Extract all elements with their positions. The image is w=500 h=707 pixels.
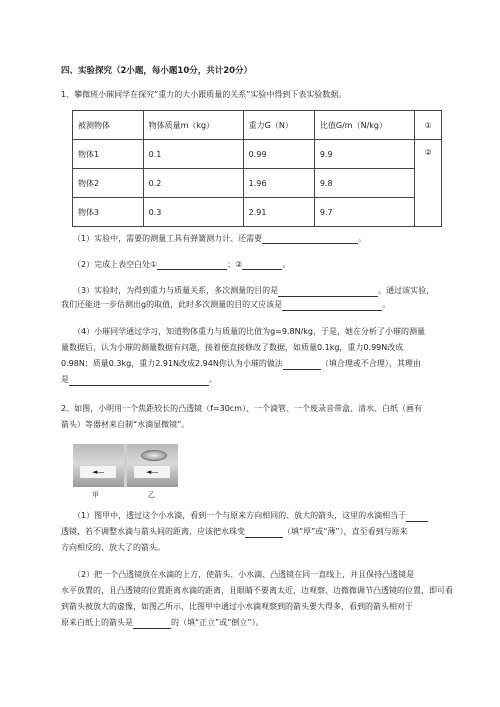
sub-question-4-line-3 <box>61 357 421 370</box>
answer-blank <box>283 360 321 370</box>
table-cell: 2.91 <box>243 198 314 227</box>
answer-blank <box>242 260 282 270</box>
table-header-cell: 比值G/m（N/kg） <box>314 111 414 140</box>
answer-blank <box>245 528 283 538</box>
answer-blank <box>278 287 378 297</box>
q2-sub-2-line-4 <box>61 616 264 629</box>
photo-label-yi: 乙 <box>148 491 155 499</box>
sub-question-4-line-4: 是 。 <box>61 375 217 384</box>
water-drop-icon <box>141 450 167 461</box>
question-2-line-1: 2、如图，小明用一个焦距较长的凸透镜（f=30cm）、一个滴管、一个废录音带盒、清水、白纸（画有 <box>61 404 422 413</box>
table-cell: 1.96 <box>243 169 314 198</box>
table-cell: 物体2 <box>73 169 144 198</box>
table-cell: 0.2 <box>143 169 243 198</box>
sub-question-text: （1）实验中，需要的测量工具有弹簧测力计、还需要 <box>73 234 263 243</box>
sub-question-text: （1）图甲中，透过这个小水滴，看到一个与原来方向相同的、放大的箭头，这里的水滴相当于 <box>73 511 407 520</box>
sub-question-text: （填合理或不合理），其理由 <box>320 359 421 368</box>
sub-question-3-line-2: 我们还能进一步估测出g的取值，此时多次测量的目的又应该是 。 <box>61 300 391 309</box>
sub-question-text: 。通过该实验， <box>378 286 435 295</box>
table-cell: 9.7 <box>314 198 414 227</box>
question-1-intro: 1、攀微班小璀同学在探究“重力的大小跟质量的关系”实验中得到下表实验数据。 <box>61 90 347 99</box>
table-merged-cell: ② <box>415 140 442 227</box>
answer-blank <box>69 376 209 386</box>
table-row <box>73 198 442 227</box>
paper-card <box>80 466 116 478</box>
answer-blank <box>157 260 227 270</box>
table-header-cell: 物体质量m（kg） <box>143 111 243 140</box>
sub-question-text: 我们还能进一步估测出g的取值，此时多次测量的目的又应该是 <box>61 300 283 309</box>
photo-panel-jia <box>73 444 124 487</box>
sub-question-3-line-1 <box>73 284 434 297</box>
experiment-photo <box>73 444 178 487</box>
sub-question-2: （2）完成上表空白处① ；② 。 <box>73 260 291 269</box>
answer-blank <box>262 234 358 244</box>
arrow-left-icon: ◄— <box>92 468 105 476</box>
sub-question-4-line-1: （4）小璀同学通过学习，知道物体重力与质量的比值为g=9.8N/kg，于是，她在分析了小璀的测量 <box>73 327 425 336</box>
sub-question-text: ；② <box>227 260 243 269</box>
sub-question-text: 是 <box>61 375 69 384</box>
table-row <box>73 169 442 198</box>
sub-question-text: 0.98N；质量0.3kg，重力2.91N改成2.94N你认为小璀的做法 <box>61 359 283 368</box>
sub-question-text: 透镜，若不调整水滴与箭头间的距离，应该把水珠变 <box>61 527 245 536</box>
q2-sub-2-line-2: 水平放置的，且凸透镜的位置距离水滴的距离，且眼睛不要离太近，边观察、边微微调节凸透镜的位置，即可看 <box>61 586 453 595</box>
sub-question-text: （2）完成上表空白处① <box>73 260 158 269</box>
sub-question-text: （填“厚”或“薄”），直至看到与原来 <box>283 527 408 536</box>
table-cell: 0.1 <box>143 140 243 169</box>
data-table <box>72 110 442 227</box>
paper-card <box>134 466 170 478</box>
table-header-row <box>73 111 442 140</box>
table-cell: 9.8 <box>314 169 414 198</box>
sub-question-4-line-2: 量数据后，认为小璀的测量数据有问题，接着便直接修改了数据，如质量0.1kg，重力0.99N改成 <box>61 343 404 352</box>
sub-question-1: （1）实验中，需要的测量工具有弹簧测力计、还需要 。 <box>73 234 367 243</box>
table-row <box>73 140 442 169</box>
sub-question-text: 原来白纸上的箭头是 <box>61 618 133 627</box>
q2-sub-2-line-3: 到箭头被放大的虚像，如图乙所示，比图甲中通过小水滴观察到的箭头要大得多，看到的箭头相对于 <box>61 602 413 611</box>
sub-question-text: （3）实验时，为得到重力与质量关系，多次测量的目的是 <box>73 286 279 295</box>
arrow-left-icon: ◄— <box>146 468 159 476</box>
question-2-line-2: 箭头）等器材来自制“水滴显微镜”。 <box>61 420 190 429</box>
q2-sub-2-line-1: （2）把一个凸透镜放在水滴的上方，使箭头、小水滴、凸透镜在同一直线上，并且保持凸透镜是 <box>73 570 415 579</box>
section-title: 四、实验探究（2小题，每小题10分，共计20分） <box>61 66 253 76</box>
table-header-cell: 被测物体 <box>73 111 144 140</box>
table-cell: 0.99 <box>243 140 314 169</box>
photo-panel-yi <box>127 444 178 487</box>
table-cell: 物体1 <box>73 140 144 169</box>
answer-blank <box>133 619 171 629</box>
table-header-cell: 重力G（N） <box>243 111 314 140</box>
table-cell: 9.9 <box>314 140 414 169</box>
table-header-cell: ① <box>415 111 442 140</box>
sub-question-text: 的（填“正立”或“倒立”）。 <box>171 618 264 627</box>
table-cell: 物体3 <box>73 198 144 227</box>
q2-sub-1-line-2 <box>61 525 408 538</box>
q2-sub-1-line-3: 方向相反的、放大了的箭头。 <box>61 543 165 552</box>
table-cell: 0.3 <box>143 198 243 227</box>
answer-blank <box>406 512 428 522</box>
answer-blank <box>282 301 382 311</box>
q2-sub-1-line-1 <box>73 509 428 522</box>
photo-label-jia: 甲 <box>92 491 99 499</box>
